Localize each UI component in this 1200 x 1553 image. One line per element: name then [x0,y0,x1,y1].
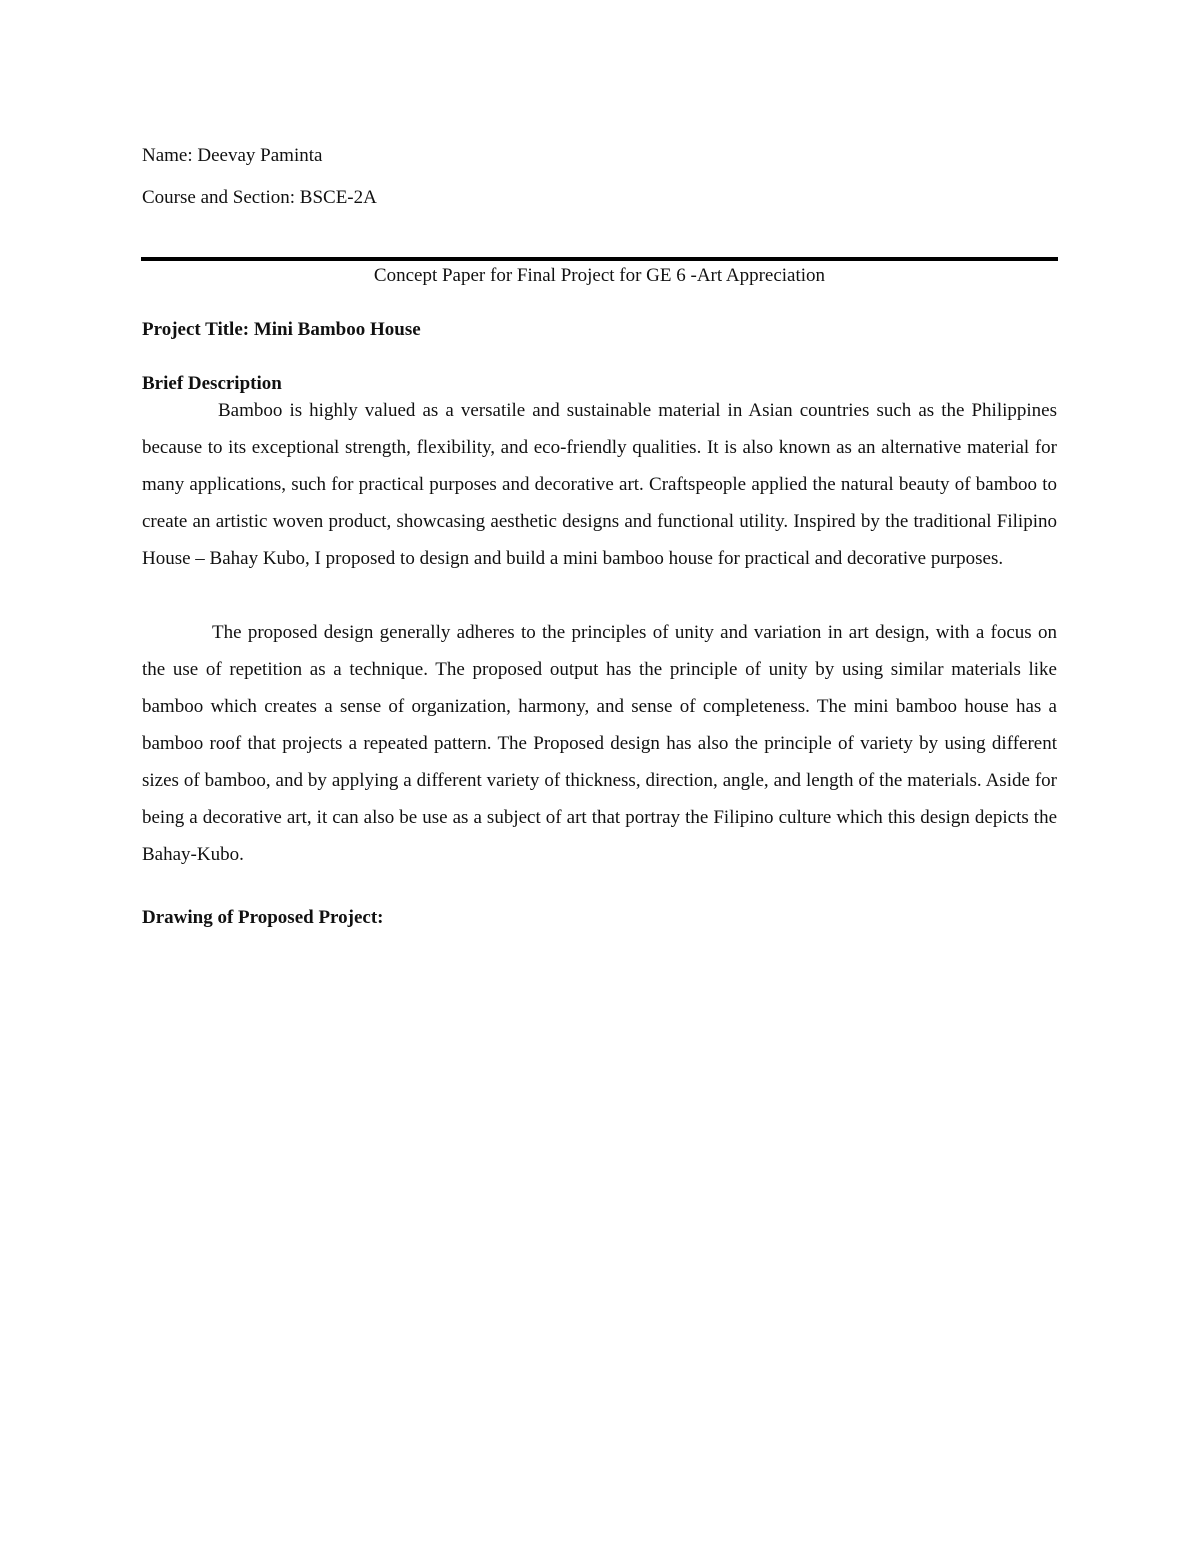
course-section: Course and Section: BSCE-2A [142,187,377,208]
drawing-heading: Drawing of Proposed Project: [142,907,384,928]
brief-description-heading: Brief Description [142,373,282,394]
student-name: Name: Deevay Paminta [142,145,323,166]
paragraph-1: Bamboo is highly valued as a versatile and sustainable material in Asian countries such as the Philippines because to its exceptional strength, flexibility, and eco-friendly qualities. It is also known as an alternative material for many applications, such for practical purposes and decorative art. Craftspeople applied the natural beauty of bamboo to create an artistic woven product, showcasing aesthetic designs and functional utility. Inspired by the traditional Filipino House – Bahay Kubo, I proposed to design and build a mini bamboo house for practical and decorative purposes. [142,400,1057,569]
concept-paper-heading: Concept Paper for Final Project for GE 6 -Art Appreciation [373,265,826,286]
horizontal-divider [141,257,1058,261]
project-title: Project Title: Mini Bamboo House [142,319,421,340]
paragraph-2: The proposed design generally adheres to the principles of unity and variation in art design, with a focus on the use of repetition as a technique. The proposed output has the principle of unity by using similar materials like bamboo which creates a sense of organization, harmony, and sense of completeness. The mini bamboo house has a bamboo roof that projects a repeated pattern. The Proposed design has also the principle of variety by using different sizes of bamboo, and by applying a different variety of thickness, direction, angle, and length of the materials. Aside for being a decorative art, it can also be use as a subject of art that portray the Filipino culture which this design depicts the Bahay-Kubo. [142,622,1057,865]
